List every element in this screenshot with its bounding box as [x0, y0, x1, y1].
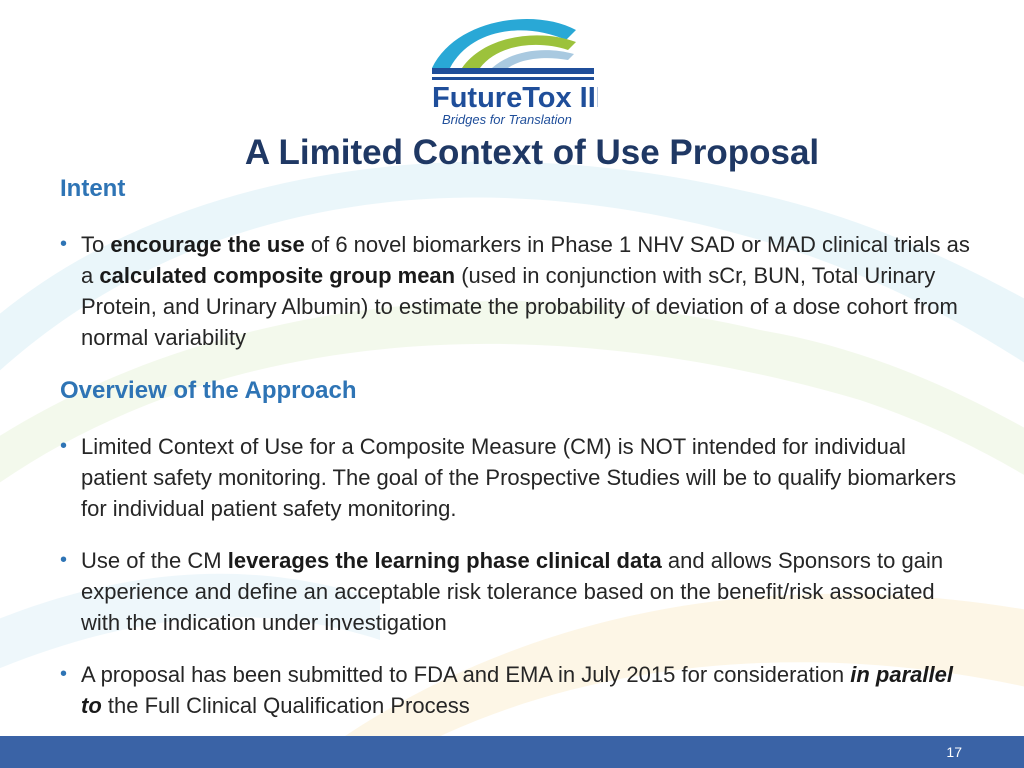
bullet-text: of 6 novel biomarkers in Phase 1 NHV SAD or MAD clinical trials as a — [81, 232, 970, 288]
logo-brand-suffix: Tox III — [522, 82, 598, 114]
bullet-icon: • — [60, 233, 68, 255]
bullet-text: A proposal has been submitted to FDA and EMA in July 2015 for consideration — [81, 662, 851, 687]
futuretox-logo — [426, 10, 598, 130]
bullet-icon: • — [60, 435, 68, 457]
footer-bar — [0, 736, 1024, 768]
bullet-emphasis: leverages the learning phase clinical data — [227, 548, 662, 573]
bullet-text: To — [81, 232, 111, 257]
overview-bullet-3 — [60, 659, 975, 721]
bullet-text: and allows Sponsors to gain experience and define an acceptable risk tolerance based on the benefit/risk associated with the indication under investigation — [81, 548, 944, 635]
page-number: 17 — [946, 744, 962, 760]
overview-heading: Overview of the Approach — [60, 377, 357, 404]
bullet-text: (used in conjunction with sCr, BUN, Total Urinary Protein, and Urinary Albumin) to estimate the probability of deviation of a dose cohort from normal variability — [81, 263, 958, 350]
logo-brand-prefix: Future — [432, 82, 523, 114]
overview-bullet-2 — [60, 545, 975, 638]
bullet-text: the Full Clinical Qualification Process — [101, 693, 470, 718]
bullet-emphasis: calculated composite group mean — [99, 263, 456, 288]
bullet-icon: • — [60, 663, 68, 685]
overview-bullet-1 — [60, 431, 975, 524]
svg-text:FutureTox III — [432, 82, 598, 114]
bullet-icon: • — [60, 549, 68, 571]
bullet-text: Use of the CM — [81, 548, 228, 573]
slide-title: A Limited Context of Use Proposal — [244, 133, 820, 172]
bullet-emphasis: encourage the use — [110, 232, 305, 257]
intent-bullet — [60, 229, 975, 353]
logo-graphic — [426, 10, 598, 130]
bullet-emphasis: in parallel to — [81, 662, 953, 718]
bullet-text: Limited Context of Use for a Composite Measure (CM) is NOT intended for individual patient safety monitoring. The goal of the Prospective Studies will be to qualify biomarkers for individual patient safety monitoring. — [81, 434, 957, 521]
logo-tagline: Bridges for Translation — [442, 112, 572, 127]
intent-heading: Intent — [60, 175, 126, 202]
